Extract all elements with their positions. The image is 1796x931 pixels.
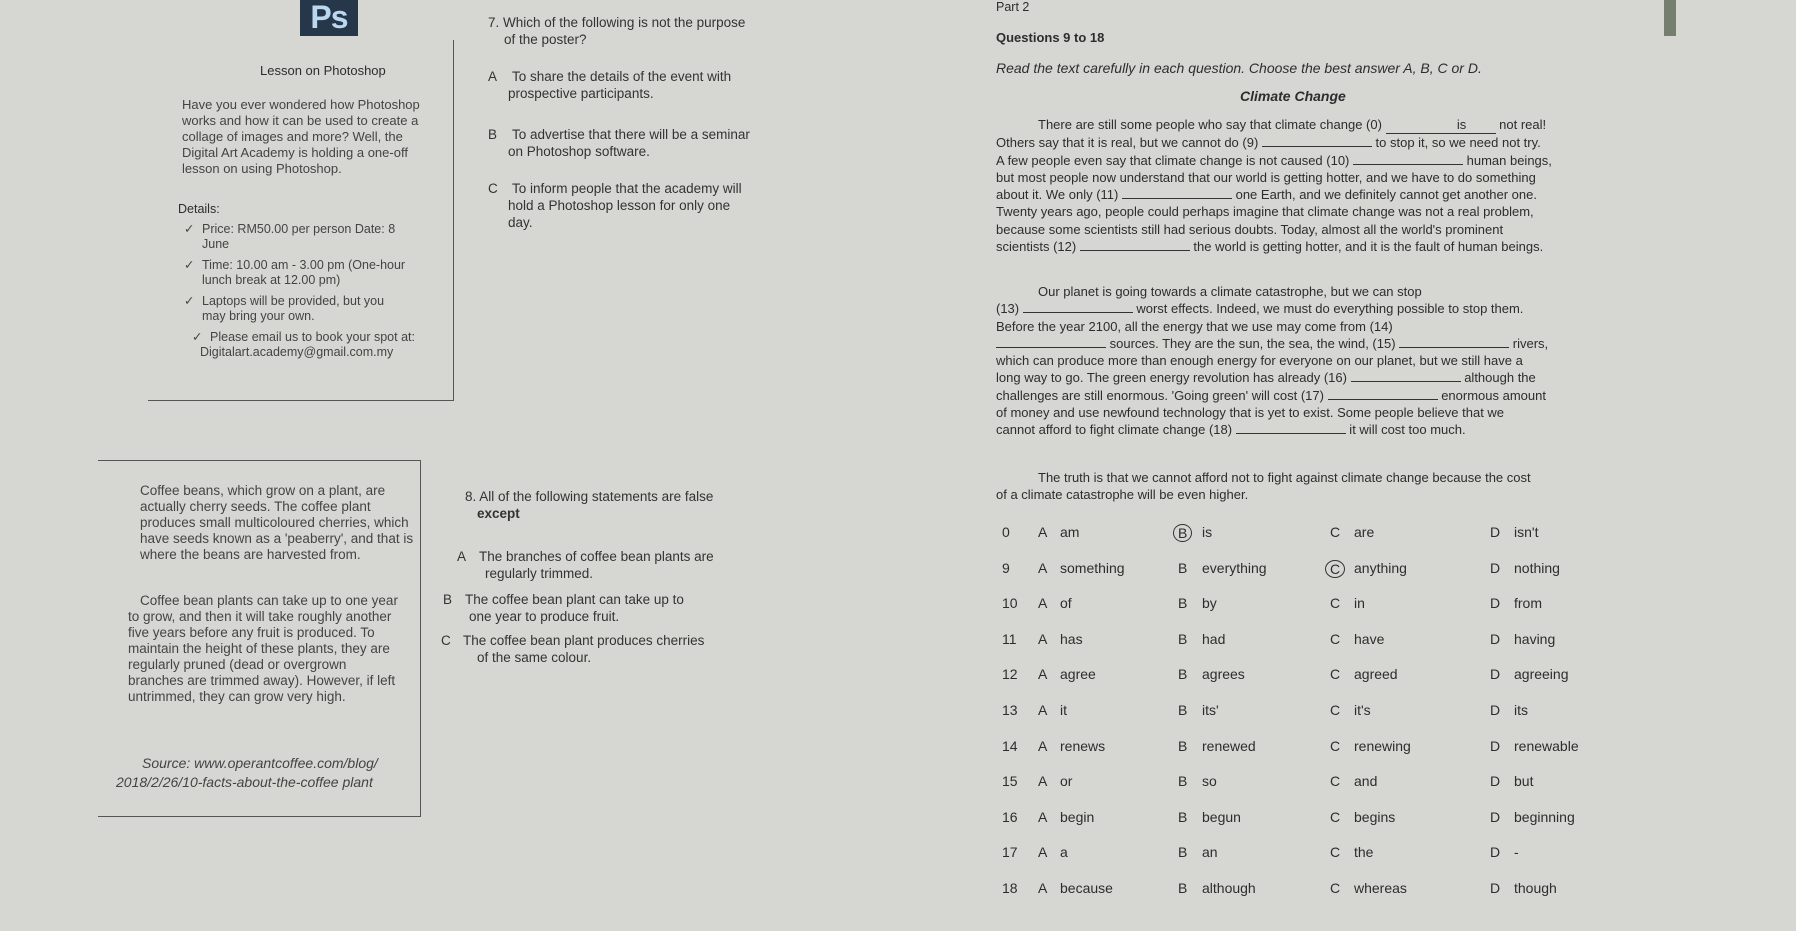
passage-paragraph-2 (996, 283, 1616, 439)
option-c[interactable]: renewing (1354, 737, 1411, 754)
option-letter[interactable]: A (1038, 559, 1048, 576)
option-letter[interactable]: B (1178, 773, 1188, 790)
coffee-source: Source: www.operantcoffee.com/blog/ 2018/2/26/10-facts-about-the-coffee plant (116, 755, 378, 790)
question-8-option-a[interactable]: A The branches of coffee bean plants are regularly trimmed. (457, 549, 714, 581)
passage-line: about it. We only (11) one Earth, and we definitely cannot get another one. (996, 187, 1537, 203)
option-c[interactable]: are (1354, 524, 1375, 540)
option-letter[interactable]: A (1038, 808, 1048, 825)
question-number: 16 (1002, 808, 1018, 825)
option-letter[interactable]: D (1490, 808, 1501, 825)
question-number: 15 (1002, 773, 1018, 790)
option-letter[interactable]: C (1330, 630, 1341, 647)
option-c[interactable]: whereas (1354, 880, 1407, 896)
passage-line: Before the year 2100, all the energy that we use may come from (14) (996, 318, 1393, 334)
detail-email: ✓ Please email us to book your spot at: Digitalart.academy@gmail.com.my (192, 330, 415, 359)
answer-blank[interactable] (1328, 399, 1438, 400)
passage-line: A few people even say that climate change is not caused (10) human beings, (996, 152, 1552, 168)
question-7 (488, 14, 818, 244)
question-number: 0 (1002, 524, 1010, 540)
answer-blank[interactable] (1023, 312, 1133, 313)
option-letter[interactable]: A (1038, 524, 1048, 540)
answer-row (990, 524, 1610, 544)
option-d[interactable]: agreeing (1514, 666, 1569, 683)
answer-row (990, 595, 1610, 615)
option-letter[interactable]: D (1490, 737, 1501, 754)
answer-row (990, 666, 1610, 686)
passage-title: Climate Change (1240, 88, 1346, 104)
option-c[interactable]: the (1354, 844, 1374, 861)
answer-row (990, 809, 1610, 829)
instruction-text: Read the text carefully in each question. Choose the best answer A, B, C or D. (996, 60, 1482, 76)
answer-blank[interactable] (1351, 381, 1461, 382)
option-letter[interactable]: B (1178, 808, 1188, 825)
question-8-text: 8. All of the following statements are false (465, 489, 714, 504)
option-letter[interactable]: D (1490, 844, 1501, 861)
answer-row (990, 702, 1610, 722)
option-letter[interactable]: B (1178, 630, 1188, 647)
question-number: 14 (1002, 737, 1018, 754)
option-letter[interactable]: A (1038, 595, 1048, 612)
option-letter[interactable]: A (1038, 844, 1048, 861)
passage-paragraph-1 (996, 116, 1616, 255)
detail-laptops: ✓ Laptops will be provided, but you may bring your own. (184, 294, 385, 323)
option-letter[interactable]: C (1330, 844, 1341, 861)
details-label: Details: (178, 202, 220, 216)
page-edge-decoration (1664, 0, 1676, 36)
coffee-paragraph-2: Coffee bean plants can take up to one year to grow, and then it will take roughly another five years before any fruit is produced. To maintain the height of these plants, they are regularly pruned (dead or overgrown branches are trimmed away). However, if left untrimmed, they can grow very high. (128, 593, 398, 704)
option-letter[interactable]: B (1173, 524, 1192, 542)
option-a[interactable]: am (1060, 524, 1080, 540)
option-letter[interactable]: C (1330, 737, 1341, 754)
option-d[interactable]: isn't (1514, 524, 1539, 540)
option-letter[interactable]: D (1490, 559, 1501, 576)
option-a[interactable]: or (1060, 773, 1073, 790)
answer-blank[interactable] (1236, 433, 1346, 434)
option-letter[interactable]: C (1330, 880, 1341, 896)
option-a[interactable]: because (1060, 880, 1113, 896)
option-letter[interactable]: A (1038, 737, 1048, 754)
question-number: 9 (1002, 559, 1010, 576)
option-letter[interactable]: D (1490, 524, 1501, 540)
option-letter[interactable]: A (1038, 666, 1048, 683)
option-letter[interactable]: B (1178, 595, 1188, 612)
option-letter[interactable]: A (1038, 773, 1048, 790)
option-letter[interactable]: A (1038, 880, 1048, 896)
option-a[interactable]: of (1060, 595, 1072, 612)
answer-blank[interactable] (1080, 250, 1190, 251)
intro-line: collage of images and more? Well, the (182, 129, 403, 144)
option-a[interactable]: begin (1060, 808, 1095, 825)
question-number: 13 (1002, 702, 1018, 718)
part-heading: Part 2 (996, 0, 1030, 14)
option-a[interactable]: has (1060, 630, 1083, 647)
option-a[interactable]: it (1060, 702, 1067, 718)
option-letter[interactable]: A (1038, 630, 1048, 647)
option-c[interactable]: begins (1354, 808, 1396, 825)
option-letter[interactable]: C (1330, 773, 1341, 790)
option-c[interactable]: and (1354, 773, 1378, 790)
option-letter[interactable]: B (1178, 666, 1188, 683)
question-7-text: 7. Which of the following is not the purpose (488, 15, 746, 30)
answer-blank[interactable] (1353, 164, 1463, 165)
intro-line: works and how it can be used to create a (182, 113, 419, 128)
intro-line: Have you ever wondered how Photoshop (182, 97, 420, 112)
option-letter[interactable]: D (1490, 773, 1501, 790)
option-b[interactable]: begun (1202, 808, 1241, 825)
option-letter[interactable]: B (1178, 702, 1188, 718)
check-icon: ✓ (184, 258, 195, 272)
passage-line: (13) worst effects. Indeed, we must do everything possible to stop them. (996, 301, 1524, 317)
passage-line: but most people now understand that our world is getting hotter, and we have to do something (996, 169, 1536, 185)
intro-line: lesson on using Photoshop. (182, 161, 342, 176)
option-d[interactable]: though (1514, 880, 1557, 896)
option-d[interactable]: its (1514, 702, 1528, 718)
passage-line: challenges are still enormous. 'Going green' will cost (17) enormous amount (996, 387, 1546, 403)
option-letter[interactable]: D (1490, 702, 1501, 718)
question-8-option-b[interactable]: B The coffee bean plant can take up to one year to produce fruit. (443, 592, 684, 624)
check-icon: ✓ (192, 330, 203, 344)
option-letter[interactable]: C (1325, 560, 1345, 578)
answer-blank[interactable]: is (1386, 116, 1496, 134)
passage-paragraph-3 (996, 469, 1616, 504)
answer-row (990, 631, 1610, 651)
answer-row (990, 560, 1610, 580)
option-d[interactable]: having (1514, 630, 1556, 647)
option-letter[interactable]: B (1178, 737, 1188, 754)
question-7-option-b[interactable]: B To advertise that there will be a seminar on Photoshop software. (488, 127, 750, 159)
check-icon: ✓ (184, 222, 195, 236)
option-b[interactable]: so (1202, 773, 1217, 790)
passage-line: long way to go. The green energy revolution has already (16) although the (996, 370, 1536, 386)
option-d[interactable]: from (1514, 595, 1542, 612)
poster-title: Lesson on Photoshop (260, 63, 386, 78)
passage-line: of a climate catastrophe will be even higher. (996, 487, 1249, 503)
questions-heading: Questions 9 to 18 (996, 30, 1105, 45)
option-a[interactable]: a (1060, 844, 1068, 861)
question-number: 10 (1002, 595, 1018, 612)
question-7-option-c[interactable]: C To inform people that the academy will hold a Photoshop lesson for only one day. (488, 181, 742, 230)
coffee-paragraph-1: Coffee beans, which grow on a plant, are actually cherry seeds. The coffee plant produces small multicoloured cherries, which have seeds known as a 'peaberry', and that is where the beans are harvested from. (140, 483, 414, 562)
option-a[interactable]: agree (1060, 666, 1096, 683)
coffee-passage (98, 460, 421, 817)
option-letter[interactable]: C (1330, 524, 1341, 540)
option-letter[interactable]: D (1490, 880, 1501, 896)
passage-line: which can produce more than enough energy for everyone on our planet, but we still have a (996, 353, 1523, 369)
option-b[interactable]: an (1202, 844, 1218, 861)
option-letter[interactable]: C (1330, 666, 1341, 683)
photoshop-poster (148, 40, 454, 401)
option-letter[interactable]: D (1490, 666, 1501, 683)
answer-blank[interactable] (1122, 198, 1232, 199)
option-letter[interactable]: B (1178, 844, 1188, 861)
answer-row (990, 880, 1610, 900)
option-d[interactable]: - (1514, 844, 1519, 861)
question-number: 17 (1002, 844, 1018, 861)
answer-row (990, 738, 1610, 758)
question-number: 11 (1002, 630, 1017, 647)
option-c[interactable]: have (1354, 630, 1385, 647)
option-c[interactable]: it's (1354, 702, 1371, 718)
photoshop-logo-icon: Ps (300, 0, 358, 36)
option-b[interactable]: had (1202, 630, 1226, 647)
option-letter[interactable]: C (1330, 702, 1341, 718)
question-7-text: of the poster? (504, 32, 587, 47)
option-b[interactable]: everything (1202, 559, 1267, 576)
passage-line: cannot afford to fight climate change (18) it will cost too much. (996, 422, 1466, 438)
option-letter[interactable]: B (1178, 880, 1188, 896)
poster-intro (182, 97, 447, 177)
option-a[interactable]: something (1060, 559, 1125, 576)
option-letter[interactable]: D (1490, 595, 1501, 612)
detail-price: ✓ Price: RM50.00 per person Date: 8 June (184, 222, 396, 251)
passage-line: Twenty years ago, people could perhaps imagine that climate change was not a real problem, (996, 204, 1534, 220)
question-8-text: except (477, 506, 520, 521)
option-letter[interactable]: D (1490, 630, 1501, 647)
option-c[interactable]: in (1354, 595, 1365, 612)
passage-line: The truth is that we cannot afford not to fight against climate change because the cost (1038, 470, 1531, 485)
option-b[interactable]: although (1202, 880, 1256, 896)
option-letter[interactable]: B (1178, 559, 1188, 576)
option-d[interactable]: beginning (1514, 808, 1575, 825)
question-8-option-c[interactable]: C The coffee bean plant produces cherries of the same colour. (441, 633, 705, 665)
answer-blank[interactable] (996, 347, 1106, 348)
option-d[interactable]: nothing (1514, 559, 1560, 576)
option-b[interactable]: renewed (1202, 737, 1256, 754)
option-b[interactable]: agrees (1202, 666, 1245, 683)
passage-line: Our planet is going towards a climate catastrophe, but we can stop (1038, 284, 1422, 299)
option-b[interactable]: its' (1202, 702, 1219, 718)
question-8 (441, 488, 795, 668)
option-b[interactable]: is (1202, 524, 1213, 540)
passage-line: of money and use newfound technology that is yet to exist. Some people believe that we (996, 405, 1505, 421)
passage-line: There are still some people who say that climate change (0) is not real! (996, 116, 1616, 134)
question-7-option-a[interactable]: A To share the details of the event with prospective participants. (488, 69, 732, 101)
detail-time: ✓ Time: 10.00 am - 3.00 pm (One-hour lunch break at 12.00 pm) (184, 258, 406, 287)
option-letter[interactable]: C (1330, 808, 1341, 825)
answer-blank[interactable] (1262, 146, 1372, 147)
option-letter[interactable]: C (1330, 595, 1341, 612)
option-c[interactable]: anything (1354, 559, 1407, 576)
intro-line: Digital Art Academy is holding a one-off (182, 145, 408, 160)
option-c[interactable]: agreed (1354, 666, 1398, 683)
check-icon: ✓ (184, 294, 195, 308)
option-a[interactable]: renews (1060, 737, 1106, 754)
answer-row (990, 844, 1610, 864)
question-number: 18 (1002, 880, 1018, 896)
question-number: 12 (1002, 666, 1018, 683)
passage-line: sources. They are the sun, the sea, the wind, (15) rivers, (996, 335, 1616, 352)
option-d[interactable]: renewable (1514, 737, 1579, 754)
passage-line: scientists (12) the world is getting hotter, and it is the fault of human beings. (996, 239, 1544, 255)
answer-blank[interactable] (1399, 347, 1509, 348)
passage-line: Others say that it is real, but we cannot do (9) to stop it, so we need not try. (996, 135, 1541, 151)
option-b[interactable]: by (1202, 595, 1217, 612)
option-d[interactable]: but (1514, 773, 1534, 790)
answer-row (990, 773, 1610, 793)
passage-line: because some scientists still had serious doubts. Today, almost all the world's prominent (996, 221, 1504, 237)
option-letter[interactable]: A (1038, 702, 1048, 718)
